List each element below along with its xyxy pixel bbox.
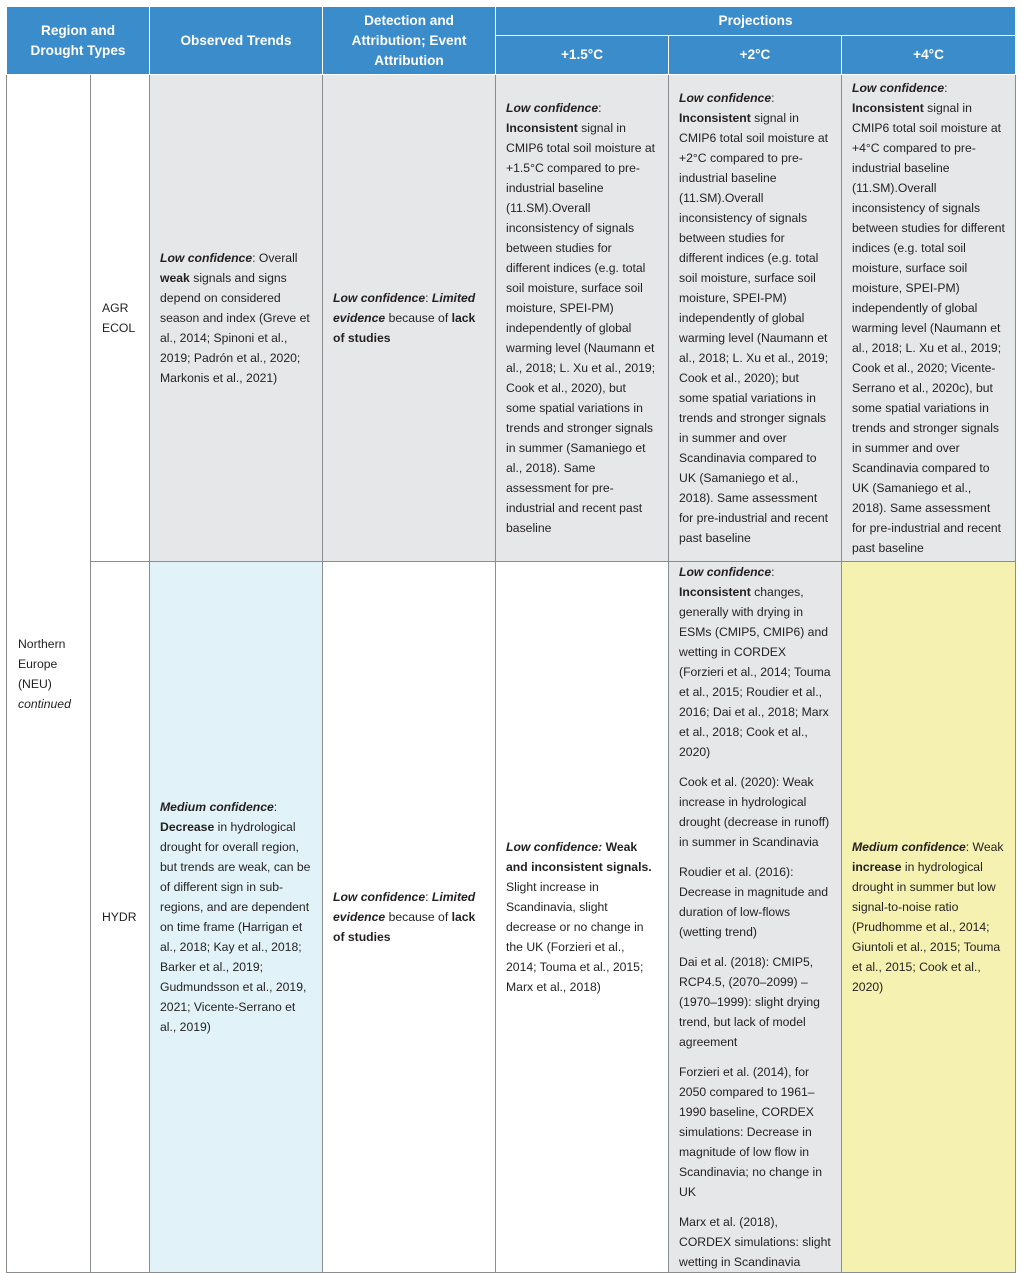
- cell-paragraph: [852, 78, 1005, 558]
- drought-assessment-table: [6, 6, 1016, 1273]
- body-text: :: [771, 91, 775, 105]
- body-text: :: [598, 101, 602, 115]
- projection-4c-cell: [842, 75, 1016, 562]
- cell-paragraph: [852, 837, 1005, 997]
- body-text: :: [944, 81, 948, 95]
- body-text: signals and signs depend on considered season and index (Greve et al., 2014; Spinoni et al., 2019; Padrón et al., 2020; Markonis et al., 2021): [160, 271, 310, 385]
- emphasis-text: increase: [852, 860, 902, 874]
- emphasis-text: Inconsistent: [852, 101, 924, 115]
- body-text: in hydrological drought in summer but low signal-to-noise ratio (Prudhomme et al., 2014; Giuntoli et al., 2015; Touma et al., 2015; Cook et al., 2020): [852, 860, 1001, 994]
- emphasis-text: lack of studies: [333, 910, 476, 944]
- drought-type-label: AGR ECOL: [102, 301, 136, 335]
- header-projection-2c: +2°C: [669, 36, 842, 75]
- cell-paragraph: [160, 797, 312, 1037]
- emphasis-text: Decrease: [160, 820, 215, 834]
- emphasis-text: Inconsistent: [679, 111, 751, 125]
- emphasis-text: Limited evidence: [333, 890, 476, 924]
- cell-paragraph: [679, 562, 831, 762]
- body-text: Forzieri et al. (2014), for 2050 compared to 1961–1990 baseline, CORDEX simulations: Decrease in magnitude of low flow in Scandinavia; no change in UK: [679, 1065, 822, 1199]
- cell-paragraph: [679, 862, 831, 942]
- emphasis-text: Medium confidence: [852, 840, 966, 854]
- body-text: because of: [385, 311, 452, 325]
- header-row-top: [7, 7, 1016, 36]
- body-text: in hydrological drought for overall region, but trends are weak, can be of different sign in sub-regions, and are dependent on time frame (Harrigan et al., 2018; Kay et al., 2018; Barker et al., 2019; Gudmundsson et al., 2019, 2021; Vicente-Serrano et al., 2019): [160, 820, 311, 1034]
- emphasis-text: Weak and inconsistent signals.: [506, 840, 652, 874]
- body-text: Dai et al. (2018): CMIP5, RCP4.5, (2070–2099) – (1970–1999): slight drying trend, but lack of model agreement: [679, 955, 820, 1049]
- body-text: :: [273, 800, 278, 814]
- projection-2c-cell: [669, 75, 842, 562]
- emphasis-text: lack of studies: [333, 311, 476, 345]
- cell-paragraph: [679, 772, 831, 852]
- emphasis-text: Limited evidence: [333, 291, 476, 325]
- body-text: because of: [385, 910, 452, 924]
- body-text: signal in CMIP6 total soil moisture at +1.5°C compared to pre-industrial baseline (11.SM).Overall inconsistency of signals between studies for different indices (e.g. total soil moisture, surface soil moisture, SPEI-PM) independently of global warming level (Naumann et al., 2018; L. Xu et al., 2019; Cook et al., 2020), but some spatial variations in trends and stronger signals in summer (Samaniego et al., 2018). Same assessment for pre-industrial and recent past baseline: [506, 121, 656, 535]
- cell-paragraph: [333, 288, 485, 348]
- drought-type-cell: [91, 75, 150, 562]
- emphasis-text: Low confidence: [333, 291, 426, 305]
- header-detection-attribution: Detection and Attribution; Event Attribution: [323, 7, 496, 75]
- cell-paragraph: [506, 837, 658, 997]
- cell-paragraph: [679, 1212, 831, 1272]
- body-text: signal in CMIP6 total soil moisture at +2°C compared to pre-industrial baseline (11.SM).Overall inconsistency of signals between studies for different indices (e.g. total soil moisture, surface soil moisture, SPEI-PM) independently of global warming level (Naumann et al., 2018; L. Xu et al., 2019; Cook et al., 2020); but some spatial variations in trends and stronger signals in summer and over Scandinavia compared to UK (Samaniego et al., 2018). Same assessment for pre-industrial and recent past baseline: [679, 111, 829, 545]
- projection-1-5c-cell: [496, 562, 669, 1273]
- emphasis-text: Low confidence: [160, 251, 253, 265]
- header-projection-1-5c: +1.5°C: [496, 36, 669, 75]
- drought-assessment-table-container: [6, 6, 1016, 1273]
- observed-trends-cell: [150, 562, 323, 1273]
- projection-1-5c-cell: [496, 75, 669, 562]
- emphasis-text: weak: [160, 271, 190, 285]
- cell-paragraph: [506, 98, 658, 538]
- detection-attribution-cell: [323, 75, 496, 562]
- table-row-agr-ecol: [7, 75, 1016, 562]
- body-text: :: [425, 291, 432, 305]
- emphasis-text: Low confidence: [679, 91, 772, 105]
- emphasis-text: Inconsistent: [506, 121, 578, 135]
- cell-paragraph: [679, 1062, 831, 1202]
- projection-4c-cell: [842, 562, 1016, 1273]
- body-text: :: [425, 890, 432, 904]
- body-text: Roudier et al. (2016): Decrease in magnitude and duration of low-flows (wetting trend): [679, 865, 829, 939]
- cell-paragraph: [679, 88, 831, 548]
- emphasis-text: Low confidence:: [506, 840, 603, 854]
- header-observed-trends: Observed Trends: [150, 7, 323, 75]
- body-text: : Overall: [252, 251, 298, 265]
- body-text: Slight increase in Scandinavia, slight decrease or no change in the UK (Forzieri et al., 2014; Touma et al., 2015; Marx et al., 2018): [506, 880, 644, 994]
- region-continued-label: continued: [18, 696, 71, 711]
- emphasis-text: Low confidence: [333, 890, 426, 904]
- body-text: signal in CMIP6 total soil moisture at +4°C compared to pre-industrial baseline (11.SM).Overall inconsistency of signals between studies for different indices (e.g. total soil moisture, surface soil moisture, SPEI-PM) independently of global warming level (Naumann et al., 2018; L. Xu et al., 2019; Cook et al., 2020; Vicente-Serrano et al., 2020c), but some spatial variations in trends and stronger signals in summer and over Scandinavia compared to UK (Samaniego et al., 2018). Same assessment for pre-industrial and recent past baseline: [852, 101, 1005, 555]
- cell-paragraph: [160, 248, 312, 388]
- drought-type-cell: [91, 562, 150, 1273]
- header-projections: Projections: [496, 7, 1016, 36]
- body-text: Cook et al. (2020): Weak increase in hydrological drought (decrease in runoff) in summer in Scandinavia: [679, 775, 830, 849]
- region-cell: [7, 75, 91, 1273]
- header-region: Region and Drought Types: [7, 7, 150, 75]
- table-row-hydr: [7, 562, 1016, 1273]
- projection-2c-cell: [669, 562, 842, 1273]
- region-name: Northern Europe (NEU): [18, 636, 66, 691]
- body-text: : Weak: [965, 840, 1004, 854]
- emphasis-text: Medium confidence: [160, 800, 274, 814]
- emphasis-text: Low confidence: [852, 81, 945, 95]
- cell-paragraph: [679, 952, 831, 1052]
- cell-paragraph: [333, 887, 485, 947]
- emphasis-text: Low confidence: [679, 565, 772, 579]
- emphasis-text: Inconsistent: [679, 585, 751, 599]
- drought-type-label: HYDR: [102, 910, 137, 924]
- body-text: :: [771, 565, 775, 579]
- observed-trends-cell: [150, 75, 323, 562]
- body-text: changes, generally with drying in ESMs (CMIP5, CMIP6) and wetting in CORDEX (Forzieri et al., 2014; Touma et al., 2015; Roudier et al., 2016; Dai et al., 2018; Marx et al., 2018; Cook et al., 2020): [679, 585, 831, 759]
- detection-attribution-cell: [323, 562, 496, 1273]
- body-text: Marx et al. (2018), CORDEX simulations: slight wetting in Scandinavia: [679, 1215, 831, 1269]
- header-projection-4c: +4°C: [842, 36, 1016, 75]
- emphasis-text: Low confidence: [506, 101, 599, 115]
